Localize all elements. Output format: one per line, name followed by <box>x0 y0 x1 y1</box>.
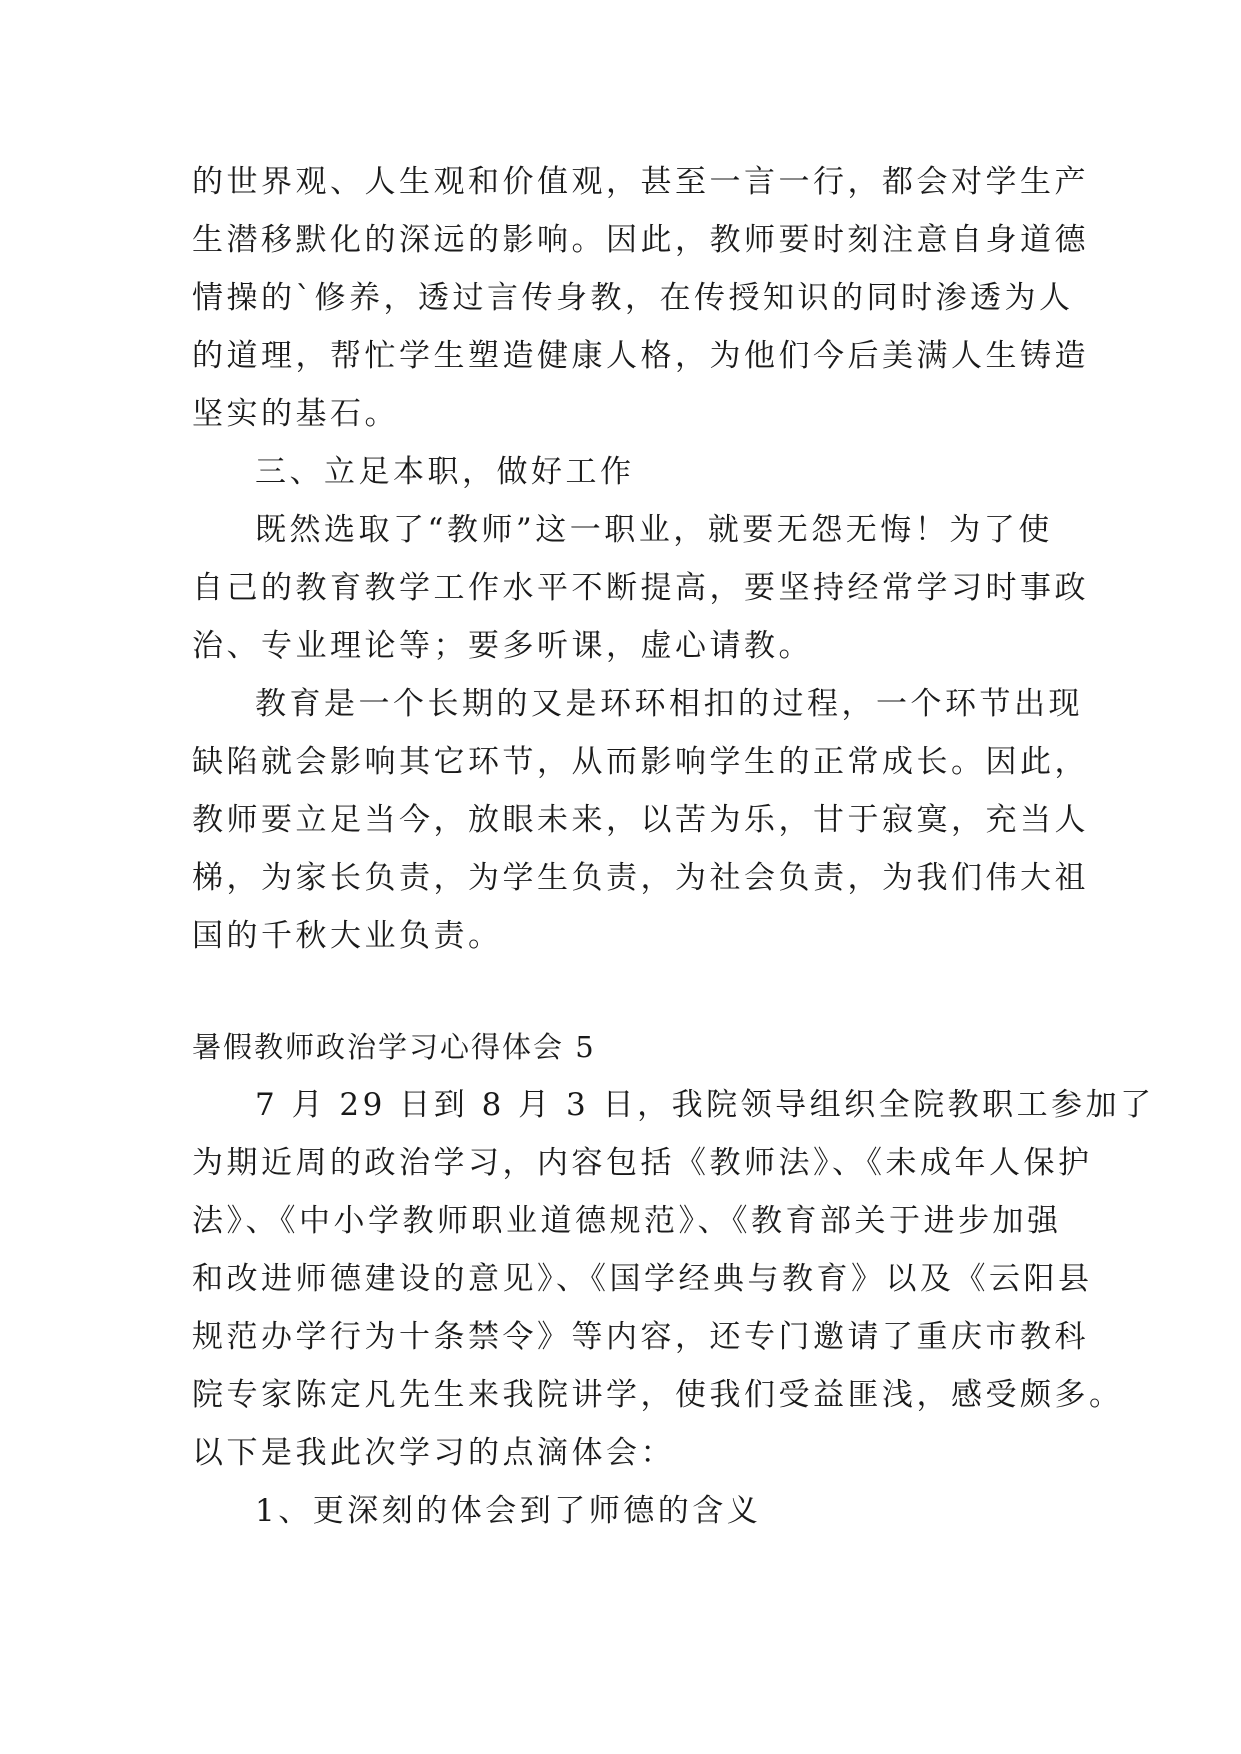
section-heading: 1、更深刻的体会到了师德的含义 <box>255 1493 762 1529</box>
paragraph-line: 的世界观、人生观和价值观，甚至一言一行，都会对学生产 <box>192 164 1089 200</box>
paragraph-line: 缺陷就会影响其它环节，从而影响学生的正常成长。因此， <box>192 744 1089 780</box>
paragraph-line: 法》、《中小学教师职业道德规范》、《教育部关于进步加强 <box>192 1203 1062 1239</box>
paragraph-line: 坚实的基石。 <box>192 396 399 432</box>
paragraph-line: 情操的`修养，透过言传身教，在传授知识的同时渗透为人 <box>192 280 1074 316</box>
paragraph-line: 既然选取了“教师”这一职业，就要无怨无悔！为了使 <box>255 512 1053 548</box>
paragraph-line: 以下是我此次学习的点滴体会： <box>192 1435 675 1471</box>
paragraph-line: 教育是一个长期的又是环环相扣的过程，一个环节出现 <box>255 686 1083 722</box>
paragraph-line: 7 月 29 日到 8 月 3 日，我院领导组织全院教职工参加了 <box>255 1087 1155 1123</box>
paragraph-line: 和改进师德建设的意见》、《国学经典与教育》以及《云阳县 <box>192 1261 1093 1297</box>
paragraph-line: 的道理，帮忙学生塑造健康人格，为他们今后美满人生铸造 <box>192 338 1089 374</box>
section-heading: 三、立足本职，做好工作 <box>255 454 635 490</box>
paragraph-line: 国的千秋大业负责。 <box>192 918 503 954</box>
paragraph-line: 为期近周的政治学习，内容包括《教师法》、《未成年人保护 <box>192 1145 1093 1181</box>
paragraph-line: 自己的教育教学工作水平不断提高，要坚持经常学习时事政 <box>192 570 1089 606</box>
paragraph-line: 梯，为家长负责，为学生负责，为社会负责，为我们伟大祖 <box>192 860 1089 896</box>
paragraph-line: 规范办学行为十条禁令》等内容，还专门邀请了重庆市教科 <box>192 1319 1089 1355</box>
paragraph-line: 院专家陈定凡先生来我院讲学，使我们受益匪浅，感受颇多。 <box>192 1377 1124 1413</box>
paragraph-line: 教师要立足当今，放眼未来，以苦为乐，甘于寂寞，充当人 <box>192 802 1089 838</box>
article-title: 暑假教师政治学习心得体会 5 <box>192 1030 596 1064</box>
paragraph-line: 治、专业理论等；要多听课，虚心请教。 <box>192 628 813 664</box>
paragraph-line: 生潜移默化的深远的影响。因此，教师要时刻注意自身道德 <box>192 222 1089 258</box>
